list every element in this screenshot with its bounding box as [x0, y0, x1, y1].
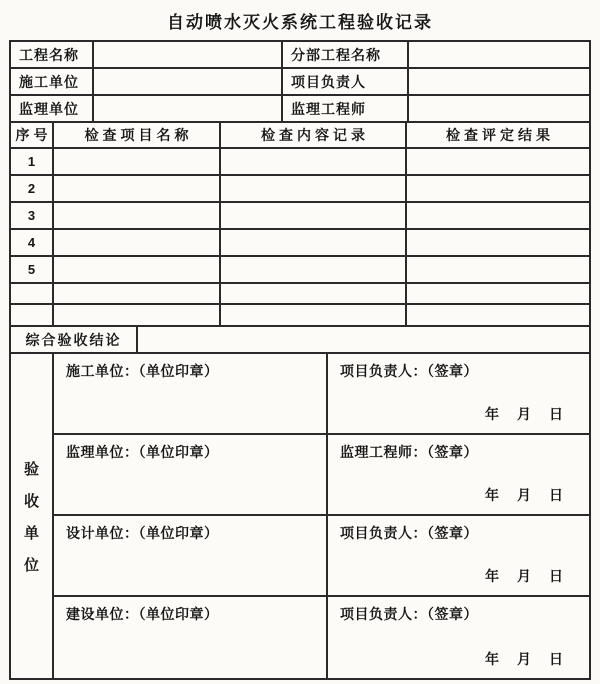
project-name-label: 工程名称 — [11, 42, 94, 69]
content-record-cell — [221, 176, 407, 203]
supervision-engineer-sign-label: 监理工程师：（签章） — [340, 444, 478, 460]
row-number-cell — [11, 305, 54, 327]
date-placeholder: 年 月 日 — [485, 651, 565, 667]
evaluation-result-cell — [407, 230, 589, 257]
header-content-record: 检查内容记录 — [221, 123, 407, 149]
construction-unit-seal-label: 施工单位：（单位印章） — [66, 363, 219, 379]
evaluation-result-cell — [407, 176, 589, 203]
evaluation-result-cell — [407, 149, 589, 176]
content-record-cell — [221, 257, 407, 284]
evaluation-result-cell — [407, 284, 589, 305]
supervision-unit-seal-cell — [54, 435, 328, 516]
date-placeholder: 年 月 日 — [485, 568, 565, 584]
form-title: 自动喷水灭火系统工程验收记录 — [167, 13, 433, 32]
project-leader-label: 项目负责人 — [283, 69, 409, 96]
client-leader-sign-label: 项目负责人：（签章） — [340, 606, 478, 622]
content-record-cell — [221, 203, 407, 230]
row-number-cell: 3 — [11, 203, 54, 230]
supervision-engineer-value — [409, 96, 589, 123]
client-unit-seal-label: 建设单位：（单位印章） — [66, 606, 219, 622]
acceptance-unit-char: 收 — [23, 492, 39, 510]
acceptance-record-form — [9, 40, 591, 680]
item-name-cell — [54, 305, 221, 327]
project-name-value — [94, 42, 283, 69]
overall-conclusion-value — [138, 327, 589, 352]
evaluation-result-cell — [407, 305, 589, 327]
supervision-engineer-sign-cell — [328, 435, 589, 516]
header-item-name: 检查项目名称 — [54, 123, 221, 149]
acceptance-signature-section — [11, 354, 589, 678]
subproject-name-value — [409, 42, 589, 69]
item-name-cell — [54, 257, 221, 284]
supervision-engineer-label: 监理工程师 — [283, 96, 409, 123]
item-name-cell — [54, 149, 221, 176]
row-number-cell: 1 — [11, 149, 54, 176]
acceptance-unit-char: 位 — [23, 556, 39, 574]
supervision-unit-value — [94, 96, 283, 123]
header-seq-no: 序号 — [11, 123, 54, 149]
evaluation-result-cell — [407, 203, 589, 230]
inspection-checklist-section — [11, 123, 589, 327]
construction-unit-seal-cell — [54, 354, 328, 435]
header-evaluation-result: 检查评定结果 — [407, 123, 589, 149]
row-number-cell: 2 — [11, 176, 54, 203]
design-unit-seal-label: 设计单位：（单位印章） — [66, 525, 219, 541]
construction-unit-label: 施工单位 — [11, 69, 94, 96]
item-name-cell — [54, 230, 221, 257]
supervision-unit-seal-label: 监理单位：（单位印章） — [66, 444, 219, 460]
construction-leader-sign-cell — [328, 354, 589, 435]
design-leader-sign-cell — [328, 516, 589, 597]
evaluation-result-cell — [407, 257, 589, 284]
item-name-cell — [54, 203, 221, 230]
row-number-cell: 4 — [11, 230, 54, 257]
client-unit-seal-cell — [54, 597, 328, 678]
design-unit-seal-cell — [54, 516, 328, 597]
project-info-section — [11, 42, 589, 123]
overall-conclusion-row — [11, 327, 589, 354]
content-record-cell — [221, 149, 407, 176]
design-leader-sign-label: 项目负责人：（签章） — [340, 525, 478, 541]
item-name-cell — [54, 284, 221, 305]
acceptance-unit-char: 单 — [23, 524, 39, 542]
client-leader-sign-cell — [328, 597, 589, 678]
content-record-cell — [221, 230, 407, 257]
content-record-cell — [221, 284, 407, 305]
supervision-unit-label: 监理单位 — [11, 96, 94, 123]
project-leader-value — [409, 69, 589, 96]
row-number-cell: 5 — [11, 257, 54, 284]
acceptance-unit-vertical-label — [11, 354, 54, 678]
construction-leader-sign-label: 项目负责人：（签章） — [340, 363, 478, 379]
date-placeholder: 年 月 日 — [485, 406, 565, 422]
date-placeholder: 年 月 日 — [485, 487, 565, 503]
construction-unit-value — [94, 69, 283, 96]
row-number-cell — [11, 284, 54, 305]
subproject-name-label: 分部工程名称 — [283, 42, 409, 69]
acceptance-unit-char: 验 — [23, 460, 39, 478]
content-record-cell — [221, 305, 407, 327]
item-name-cell — [54, 176, 221, 203]
overall-conclusion-label: 综合验收结论 — [11, 327, 138, 352]
